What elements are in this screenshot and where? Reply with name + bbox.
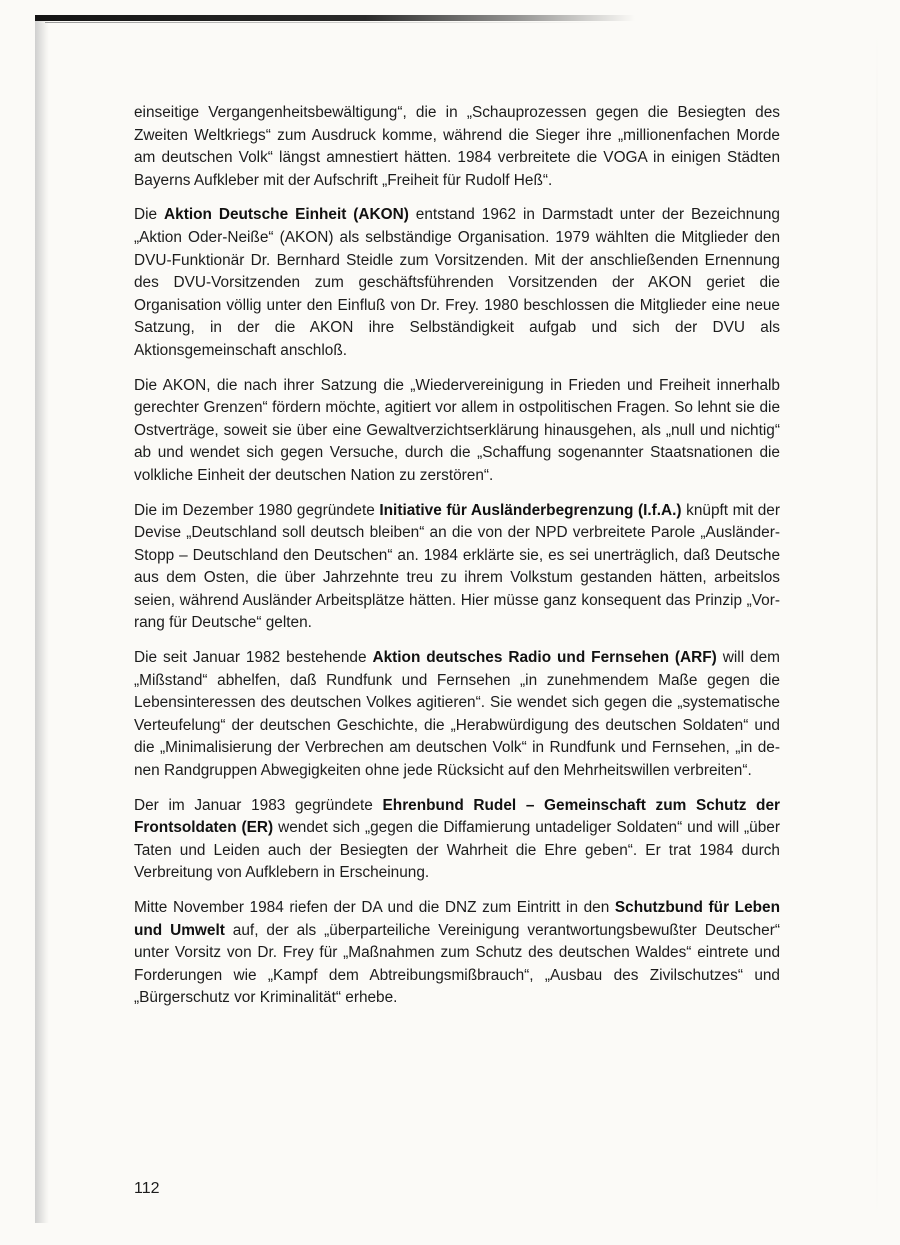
paragraph-ifa bbox=[134, 500, 780, 636]
text-run: Die bbox=[134, 206, 165, 224]
paragraph-akon bbox=[134, 204, 780, 362]
text-run: Die im Dezember 1980 gegründete bbox=[134, 501, 380, 519]
text-run: einseitige Vergangenheitsbewältigung“, die in „Schauprozessen gegen die Besiegten des Zweiten Weltkriegs“ zum Ausdruck komme, während die Sieger ihre „millionenfachen Morde am deutschen Volk“ längst amnestiert hätten. 1984 verbreitete die VOGA in einigen Städten Bayerns Aufkleber mit der Aufschrift „Freiheit für Rudolf Heß“. bbox=[134, 104, 780, 189]
organization-name: Schutzbund für Leben und Umwelt bbox=[134, 899, 780, 939]
paragraph-schutzbund bbox=[134, 897, 780, 1010]
text-run: wendet sich „gegen die Diffamierung untadeliger Soldaten“ und will „über Taten und Leiden auch der Besiegten der Wahrheit die Ehre geben“. Er trat 1984 durch Verbreitung von Aufklebern in Erscheinung. bbox=[134, 819, 780, 882]
scan-top-rule bbox=[45, 22, 605, 23]
text-run: Die seit Januar 1982 bestehende bbox=[134, 649, 373, 667]
organization-name: Ehrenbund Rudel – Gemeinschaft zum Schutz der Frontsoldaten (ER) bbox=[134, 796, 781, 837]
organization-name: Aktion Deutsche Einheit (AKON) bbox=[164, 206, 409, 224]
scan-binding-edge bbox=[35, 18, 49, 1223]
text-run: entstand 1962 in Darmstadt unter der Bezeichnung „Aktion Oder-Neiße“ (AKON) als selbständige Organisation. 1979 wählten die Mitglieder den DVU-Funktionär Dr. Bernhard Steidle zum Vorsitzenden. Mit der anschließenden Ernennung des DVU-Vorsitzenden zum geschäftsführenden Vorsitzenden der AKON geriet die Organisation völlig unter den Einfluß von Dr. Frey. 1980 beschlossen die Mitglieder eine neue Satzung, in der die AKON ihre Selbständigkeit aufgab und sich der DVU als Aktionsgemeinschaft anschloß. bbox=[134, 206, 780, 359]
page-number: 112 bbox=[134, 1180, 160, 1197]
text-run: Die AKON, die nach ihrer Satzung die „Wiedervereinigung in Frieden und Freiheit innerhalb gerechter Grenzen“ fördern möchte, agitiert vor allem in ostpolitischen Fragen. So lehnt sie die Ostverträge, soweit sie über eine Gewaltverzichtserklärung hinausgehen, als „null und nichtig“ ab und wendet sich gegen Versuche, durch die „Schaffung sogenannter Staatsnationen die volkliche Einheit der deutschen Nation zu zerstören“. bbox=[134, 376, 780, 484]
text-run: Der im Januar 1983 gegründete bbox=[134, 796, 383, 814]
paragraph-er bbox=[134, 795, 780, 885]
paragraph-voga bbox=[134, 102, 780, 192]
body-text bbox=[134, 102, 780, 1022]
text-run: will dem „Mißstand“ abhelfen, daß Rundfunk und Fernsehen „in zunehmendem Maße gegen die Lebensinteressen des deutschen Volkes agitieren“. Sie wendet sich gegen die „systematische Verteufelung“ der deutschen Geschichte, die „Herabwürdigung des deutschen Soldaten“ und die „Minimalisierung der Verbrechen am deutschen Volk“ in Rundfunk und Fernsehen, „in denen Randgruppen Abwegigkeiten ohne jede Rücksicht auf den Mehrheitswillen verbreiten“. bbox=[134, 649, 780, 780]
organization-name: Aktion deutsches Radio und Fernsehen (ARF) bbox=[372, 649, 717, 667]
text-run: knüpft mit der Devise „Deutschland soll deutsch bleiben“ an die von der NPD verbreitete Parole „Ausländer-Stopp – Deutschland den Deutschen“ an. 1984 erklärte sie, es sei unerträglich, daß Deutsche aus dem Osten, die über Jahrzehnte treu zu ihrem Volkstum gestanden hätten, arbeitslos seien, während Ausländer Arbeitsplätze hätten. Hier müsse ganz konsequent das Prinzip „Vorrang für Deutsche“ gelten. bbox=[134, 501, 780, 632]
scan-right-edge bbox=[876, 30, 878, 1220]
text-run: auf, der als „überparteiliche Vereinigung verantwortungsbewußter Deutscher“ unter Vorsitz von Dr. Frey für „Maßnahmen zum Schutz des deutschen Waldes“ eintrete und Forderungen wie „Kampf dem Abtreibungsmißbrauch“, „Ausbau des Zivilschutzes“ und „Bürgerschutz vor Kriminalität“ erhebe. bbox=[134, 921, 780, 1007]
text-run: Mitte November 1984 riefen der DA und die DNZ zum Eintritt in den bbox=[134, 899, 615, 916]
organization-name: Initiative für Ausländerbegrenzung (I.f.A.) bbox=[379, 501, 682, 519]
scan-top-shadow bbox=[35, 15, 635, 21]
paragraph-arf bbox=[134, 647, 780, 783]
paragraph-akon-agitation bbox=[134, 375, 780, 488]
